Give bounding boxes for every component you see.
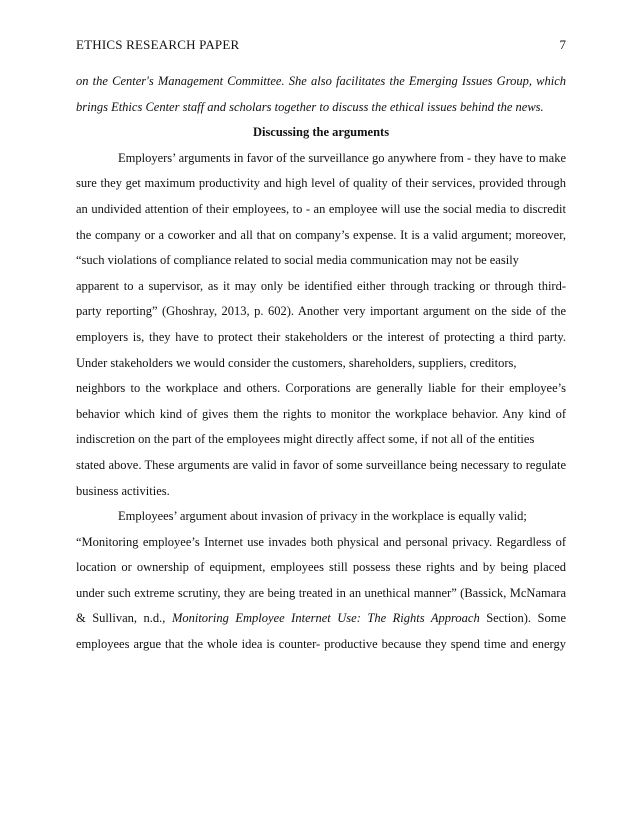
text-line: under such extreme scrutiny, they are being treated in an unethical manner” (Bassick, McNamara (76, 585, 566, 600)
text-line: business activities. (76, 483, 170, 498)
body-text (76, 69, 566, 658)
text-line: an undivided attention of their employees, to - an employee will use the social media to discredit (76, 201, 566, 216)
text-line: the company or a coworker and all that on company’s expense. It is a valid argument; moreover, (76, 227, 566, 242)
text-line-citation (76, 606, 566, 632)
text-line: location or ownership of equipment, employees still possess these rights and by being placed (76, 560, 566, 575)
running-head: ETHICS RESEARCH PAPER (76, 37, 240, 52)
text-line: apparent to a supervisor, as it may only be identified either through tracking or through third- (76, 278, 566, 293)
text-line: “such violations of compliance related to social media communication may not be easily (76, 253, 519, 268)
page-header (76, 35, 566, 55)
text-line: neighbors to the workplace and others. Corporations are generally liable for their employee’s (76, 381, 566, 396)
text-line: employers is, they have to protect their stakeholders or the interest of protecting a third party. (76, 329, 566, 344)
citation-tail: Section). Some (479, 611, 566, 626)
text-line: Employees’ argument about invasion of privacy in the workplace is equally valid; (118, 509, 527, 524)
page-number: 7 (559, 37, 566, 52)
text-line: Employers’ arguments in favor of the surveillance go anywhere from - they have to make (118, 150, 566, 165)
section-heading: Discussing the arguments (252, 125, 390, 140)
text-line: brings Ethics Center staff and scholars together to discuss the ethical issues behind the news. (76, 99, 544, 114)
text-line: behavior which kind of gives them the rights to monitor the workplace behavior. Any kind of (76, 406, 566, 421)
citation-title: Monitoring Employee Internet Use: The Rights Approach (171, 611, 480, 626)
citation-authors: & Sullivan, n.d., (76, 611, 172, 626)
text-line: “Monitoring employee’s Internet use invades both physical and personal privacy. Regardless of (76, 534, 566, 549)
text-line: indiscretion on the part of the employees might directly affect some, if not all of the entities (76, 432, 535, 447)
text-line: party reporting” (Ghoshray, 2013, p. 602). Another very important argument on the side of the (76, 304, 566, 319)
text-line: sure they get maximum productivity and high level of quality of their services, provided through (76, 176, 566, 191)
text-line: on the Center's Management Committee. She also facilitates the Emerging Issues Group, which (76, 74, 566, 88)
text-line: stated above. These arguments are valid in favor of some surveillance being necessary to regulate (76, 457, 566, 472)
text-line: Under stakeholders we would consider the customers, shareholders, suppliers, creditors, (76, 355, 517, 370)
text-line: employees argue that the whole idea is counter- productive because they spend time and energy (76, 637, 566, 652)
